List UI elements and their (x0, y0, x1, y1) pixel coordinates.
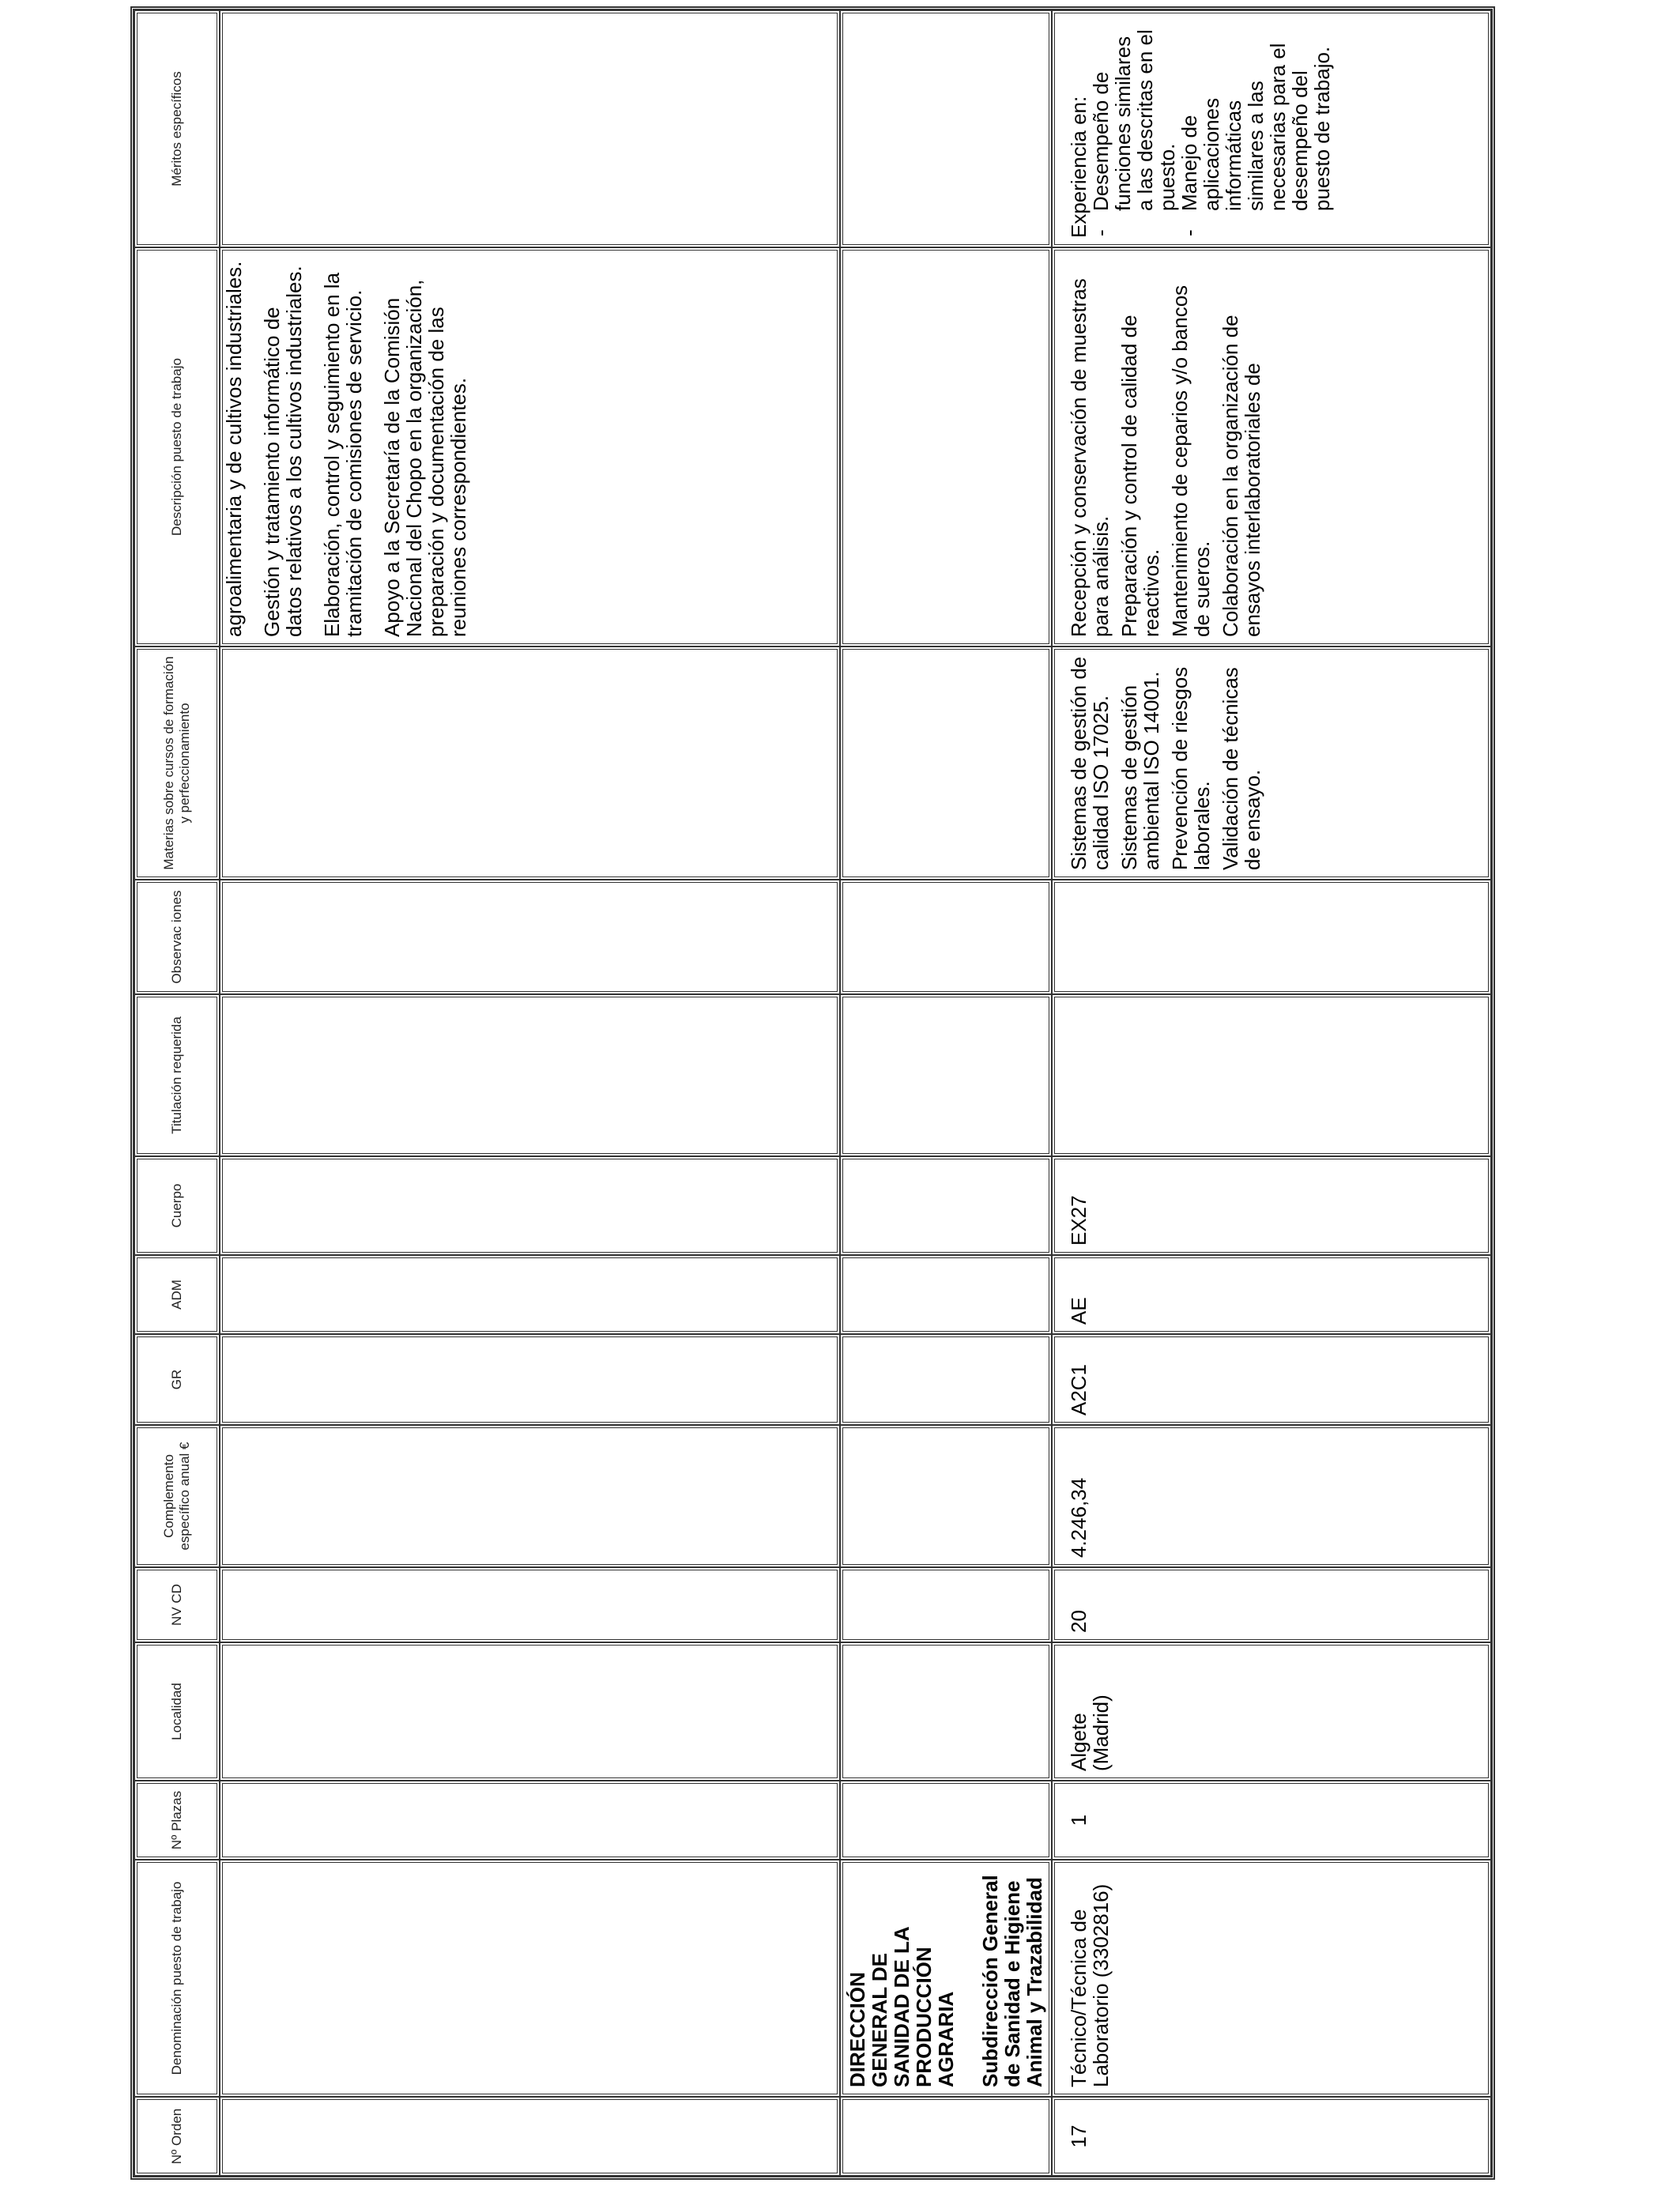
cell (840, 1156, 1052, 1255)
header-complemento: Complemento específico anual € (134, 1425, 220, 1567)
cell (220, 1642, 840, 1781)
merito-item (1178, 20, 1333, 238)
cell (220, 1781, 840, 1860)
cell (840, 1425, 1052, 1567)
direccion-general: DIRECCIÓN GENERAL DE SANIDAD DE LA PRODUCCIÓN AGRARIA (846, 1927, 958, 2087)
cell (840, 10, 1052, 247)
header-orden: Nº Orden (134, 2097, 220, 2176)
materia-item: Sistemas de gestión de calidad ISO 17025. (1067, 656, 1113, 870)
header-localidad: Localidad (134, 1642, 220, 1781)
header-adm: ADM (134, 1255, 220, 1334)
header-plazas: Nº Plazas (134, 1781, 220, 1860)
job-titulacion (1052, 994, 1491, 1156)
header-cuerpo: Cuerpo (134, 1156, 220, 1255)
job-complemento: 4.246,34 (1052, 1425, 1491, 1567)
cell (840, 880, 1052, 994)
cell (220, 1860, 840, 2097)
materia-item: Prevención de riesgos laborales. (1168, 666, 1214, 870)
job-cuerpo: EX27 (1052, 1156, 1491, 1255)
job-denominacion: Técnico/Técnica de Laboratorio (3302816) (1052, 1860, 1491, 2097)
header-row (134, 10, 220, 2176)
cell (840, 647, 1052, 880)
job-localidad: Algete (Madrid) (1052, 1642, 1491, 1781)
cell (220, 1334, 840, 1425)
desc-item: agroalimentaria y de cultivos industriales. (222, 261, 246, 637)
bullet-dash: - (1089, 229, 1113, 236)
cell (840, 1642, 1052, 1781)
job-gr: A2C1 (1052, 1334, 1491, 1425)
table-row (1052, 10, 1491, 2176)
desc-item: Apoyo a la Secretaría de la Comisión Nacional del Chopo en la organización, preparación y documentación de las reuniones correspondientes. (380, 279, 470, 637)
job-nv-cd: 20 (1052, 1567, 1491, 1642)
job-orden: 17 (1052, 2097, 1491, 2176)
cell (220, 1255, 840, 1334)
header-gr: GR (134, 1334, 220, 1425)
merito-item (1090, 20, 1178, 238)
cell (220, 10, 840, 247)
job-observaciones (1052, 880, 1491, 994)
rotated-page (130, 0, 1608, 2194)
cell (840, 247, 1052, 647)
cell (220, 1156, 840, 1255)
header-descripcion: Descripción puesto de trabajo (134, 247, 220, 647)
cell (840, 1334, 1052, 1425)
meritos-intro: Experiencia en: (1067, 96, 1090, 238)
header-observaciones: Observac iones (134, 880, 220, 994)
unit-row (840, 10, 1052, 2176)
materia-item: Sistemas de gestión ambiental ISO 14001. (1117, 671, 1163, 870)
cell (220, 1567, 840, 1642)
desc-item: Mantenimiento de ceparios y/o bancos de sueros. (1168, 285, 1214, 637)
continuation-descripcion (220, 247, 840, 647)
meritos-list (1090, 20, 1333, 238)
desc-item: Recepción y conservación de muestras para análisis. (1067, 278, 1113, 637)
cell (840, 1781, 1052, 1860)
merito-text: Manejo de aplicaciones informáticas similares a las necesarias para el desempeño del puesto de trabajo. (1177, 43, 1334, 211)
header-titulacion: Titulación requerida (134, 994, 220, 1156)
unit-cell (840, 1860, 1052, 2097)
cell (840, 2097, 1052, 2176)
merito-text: Desempeño de funciones similares a las descritas en el puesto. (1089, 29, 1179, 211)
job-adm: AE (1052, 1255, 1491, 1334)
job-meritos (1052, 10, 1491, 247)
cell (220, 994, 840, 1156)
cell (840, 1255, 1052, 1334)
header-nv-cd: NV CD (134, 1567, 220, 1642)
cell (220, 647, 840, 880)
desc-item: Gestión y tratamiento informático de datos relativos a los cultivos industriales. (260, 266, 306, 637)
desc-item: Elaboración, control y seguimiento en la tramitación de comisiones de servicio. (320, 272, 366, 637)
job-descripcion (1052, 247, 1491, 647)
continuation-row (220, 10, 840, 2176)
header-meritos: Méritos específicos (134, 10, 220, 247)
job-plazas: 1 (1052, 1781, 1491, 1860)
header-materias: Materias sobre cursos de formación y perfeccionamiento (134, 647, 220, 880)
materia-item: Validación de técnicas de ensayo. (1219, 667, 1264, 870)
cell (220, 1425, 840, 1567)
job-positions-table (130, 6, 1495, 2180)
cell (220, 880, 840, 994)
job-materias (1052, 647, 1491, 880)
cell (840, 994, 1052, 1156)
cell (840, 1567, 1052, 1642)
header-denominacion: Denominación puesto de trabajo (134, 1860, 220, 2097)
bullet-dash: - (1177, 229, 1201, 236)
cell (220, 2097, 840, 2176)
subdireccion-general: Subdirección General de Sanidad e Higiene Animal y Trazabilidad (978, 1875, 1046, 2087)
desc-item: Preparación y control de calidad de reactivos. (1117, 315, 1163, 637)
desc-item: Colaboración en la organización de ensayos interlaboratoriales de (1219, 315, 1264, 637)
